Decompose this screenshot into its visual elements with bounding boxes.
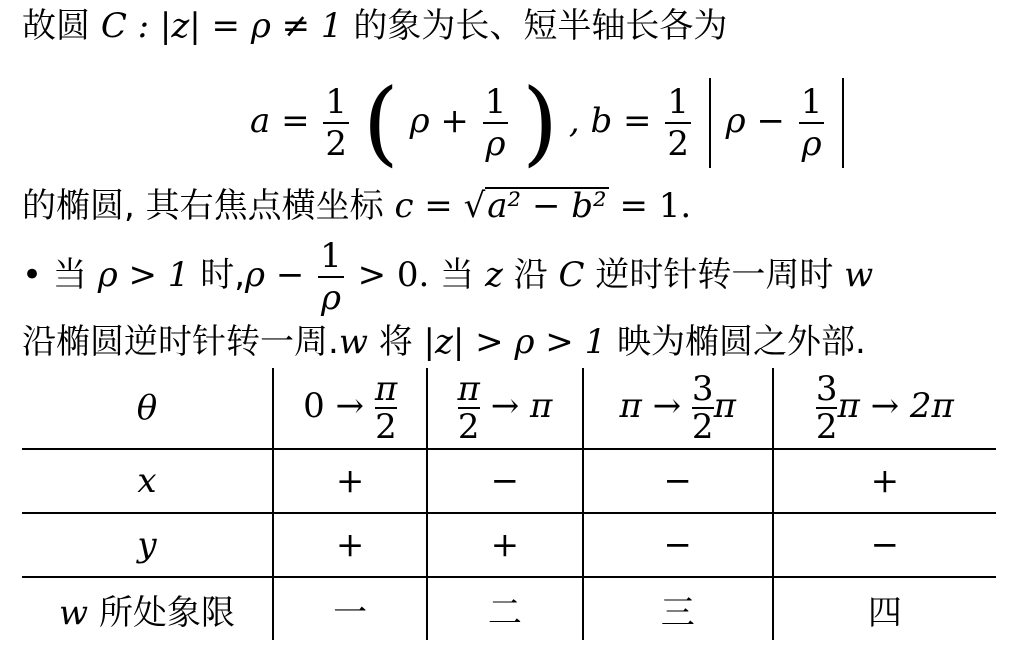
text-cn: 的象为长、短半轴长各为 (353, 6, 728, 46)
text-cn: 当 (440, 255, 475, 295)
text-cn: 时, (200, 255, 246, 295)
math-expr: > 0. (357, 255, 430, 295)
text-cn: 当 (52, 255, 87, 295)
row-label-var: w (59, 592, 89, 633)
table-cell: + (273, 449, 427, 513)
abs-bar-left (709, 78, 711, 168)
fraction-3-over-2: $\frac{3}{2}$ (691, 369, 714, 447)
text-cn: 逆时针转一周时 (595, 255, 834, 295)
math-C: C (558, 255, 585, 295)
bullet: • (22, 255, 43, 295)
table-cell: + (273, 513, 427, 577)
row-label: x (22, 449, 273, 513)
eq-b: , b = (568, 101, 652, 141)
header-text: π → 2π (837, 386, 954, 426)
header-range-4 (773, 368, 996, 449)
table-cell: + (427, 513, 582, 577)
line-3 (22, 186, 691, 226)
text-cn: 的椭圆, 其右焦点横坐标 (22, 186, 384, 226)
header-range-3 (583, 368, 773, 449)
header-text: → π (490, 386, 553, 426)
table-cell: 二 (427, 577, 582, 640)
header-text: 0 → (303, 386, 364, 426)
math-c: c = (394, 186, 453, 226)
plus: + (440, 101, 469, 141)
table-cell: 一 (273, 577, 427, 640)
table-cell: + (773, 449, 996, 513)
table-cell: 三 (583, 577, 773, 640)
abs-bar-right (842, 78, 844, 168)
header-range-2 (427, 368, 582, 449)
math-end: = 1. (619, 186, 692, 226)
header-text: π (713, 386, 736, 426)
row-label-cn: 所处象限 (98, 592, 235, 633)
sqrt-content: a² − b² (487, 186, 607, 226)
header-range-1 (273, 368, 427, 449)
header-text: π → (619, 386, 682, 426)
fraction-pi-over-2: $\frac{\pi}{2}$ (374, 369, 398, 447)
quadrant-table (22, 368, 996, 640)
text-cn: 沿 (513, 255, 548, 295)
right-paren: ) (522, 69, 559, 176)
text-cn: 故圆 (22, 6, 90, 46)
fraction-one-over-rho: $\frac{1}{\rho}$ (320, 236, 342, 318)
fraction-one-over-rho: $\frac{1}{\rho}$ (484, 82, 507, 164)
sqrt-sign: √ (463, 186, 486, 226)
header-theta: θ (136, 388, 158, 428)
table-cell: − (583, 449, 773, 513)
table-cell: − (427, 449, 582, 513)
fraction-pi-over-2: $\frac{\pi}{2}$ (457, 369, 480, 447)
eq-a: a = (250, 101, 310, 141)
line-1 (22, 6, 727, 46)
math-expr: ρ > 1 (97, 255, 190, 295)
text-cn: 沿椭圆逆时针转一周. (22, 322, 339, 362)
table-cell: − (773, 513, 996, 577)
table-cell: − (583, 513, 773, 577)
math-expr: ρ − (245, 255, 305, 295)
line-5 (22, 322, 866, 362)
equation-ab (250, 66, 848, 176)
math-w: w (844, 255, 874, 295)
fraction-3-over-2: $\frac{3}{2}$ (815, 369, 838, 447)
row-label (22, 577, 273, 640)
table-row-quadrant (22, 577, 996, 640)
rho: ρ (409, 101, 430, 141)
fraction-one-over-rho: $\frac{1}{\rho}$ (800, 82, 823, 164)
text-cn: 将 (378, 322, 413, 362)
fraction-half: $\frac{1}{2}$ (667, 82, 689, 164)
left-paren: ( (362, 69, 399, 176)
text-cn: 映为椭圆之外部. (617, 322, 866, 362)
math-expr: C : |z| = ρ ≠ 1 (100, 6, 343, 46)
row-label: y (22, 513, 273, 577)
table-row-header (22, 368, 996, 449)
math-w: w (338, 322, 368, 362)
rho: ρ (725, 101, 746, 141)
math-z: z (484, 255, 503, 295)
fraction-half: $\frac{1}{2}$ (325, 82, 348, 164)
minus: − (756, 101, 785, 141)
table-row-x (22, 449, 996, 513)
line-4 (22, 230, 873, 320)
math-expr: |z| > ρ > 1 (423, 322, 607, 362)
table-cell: 四 (773, 577, 996, 640)
table-row-y (22, 513, 996, 577)
